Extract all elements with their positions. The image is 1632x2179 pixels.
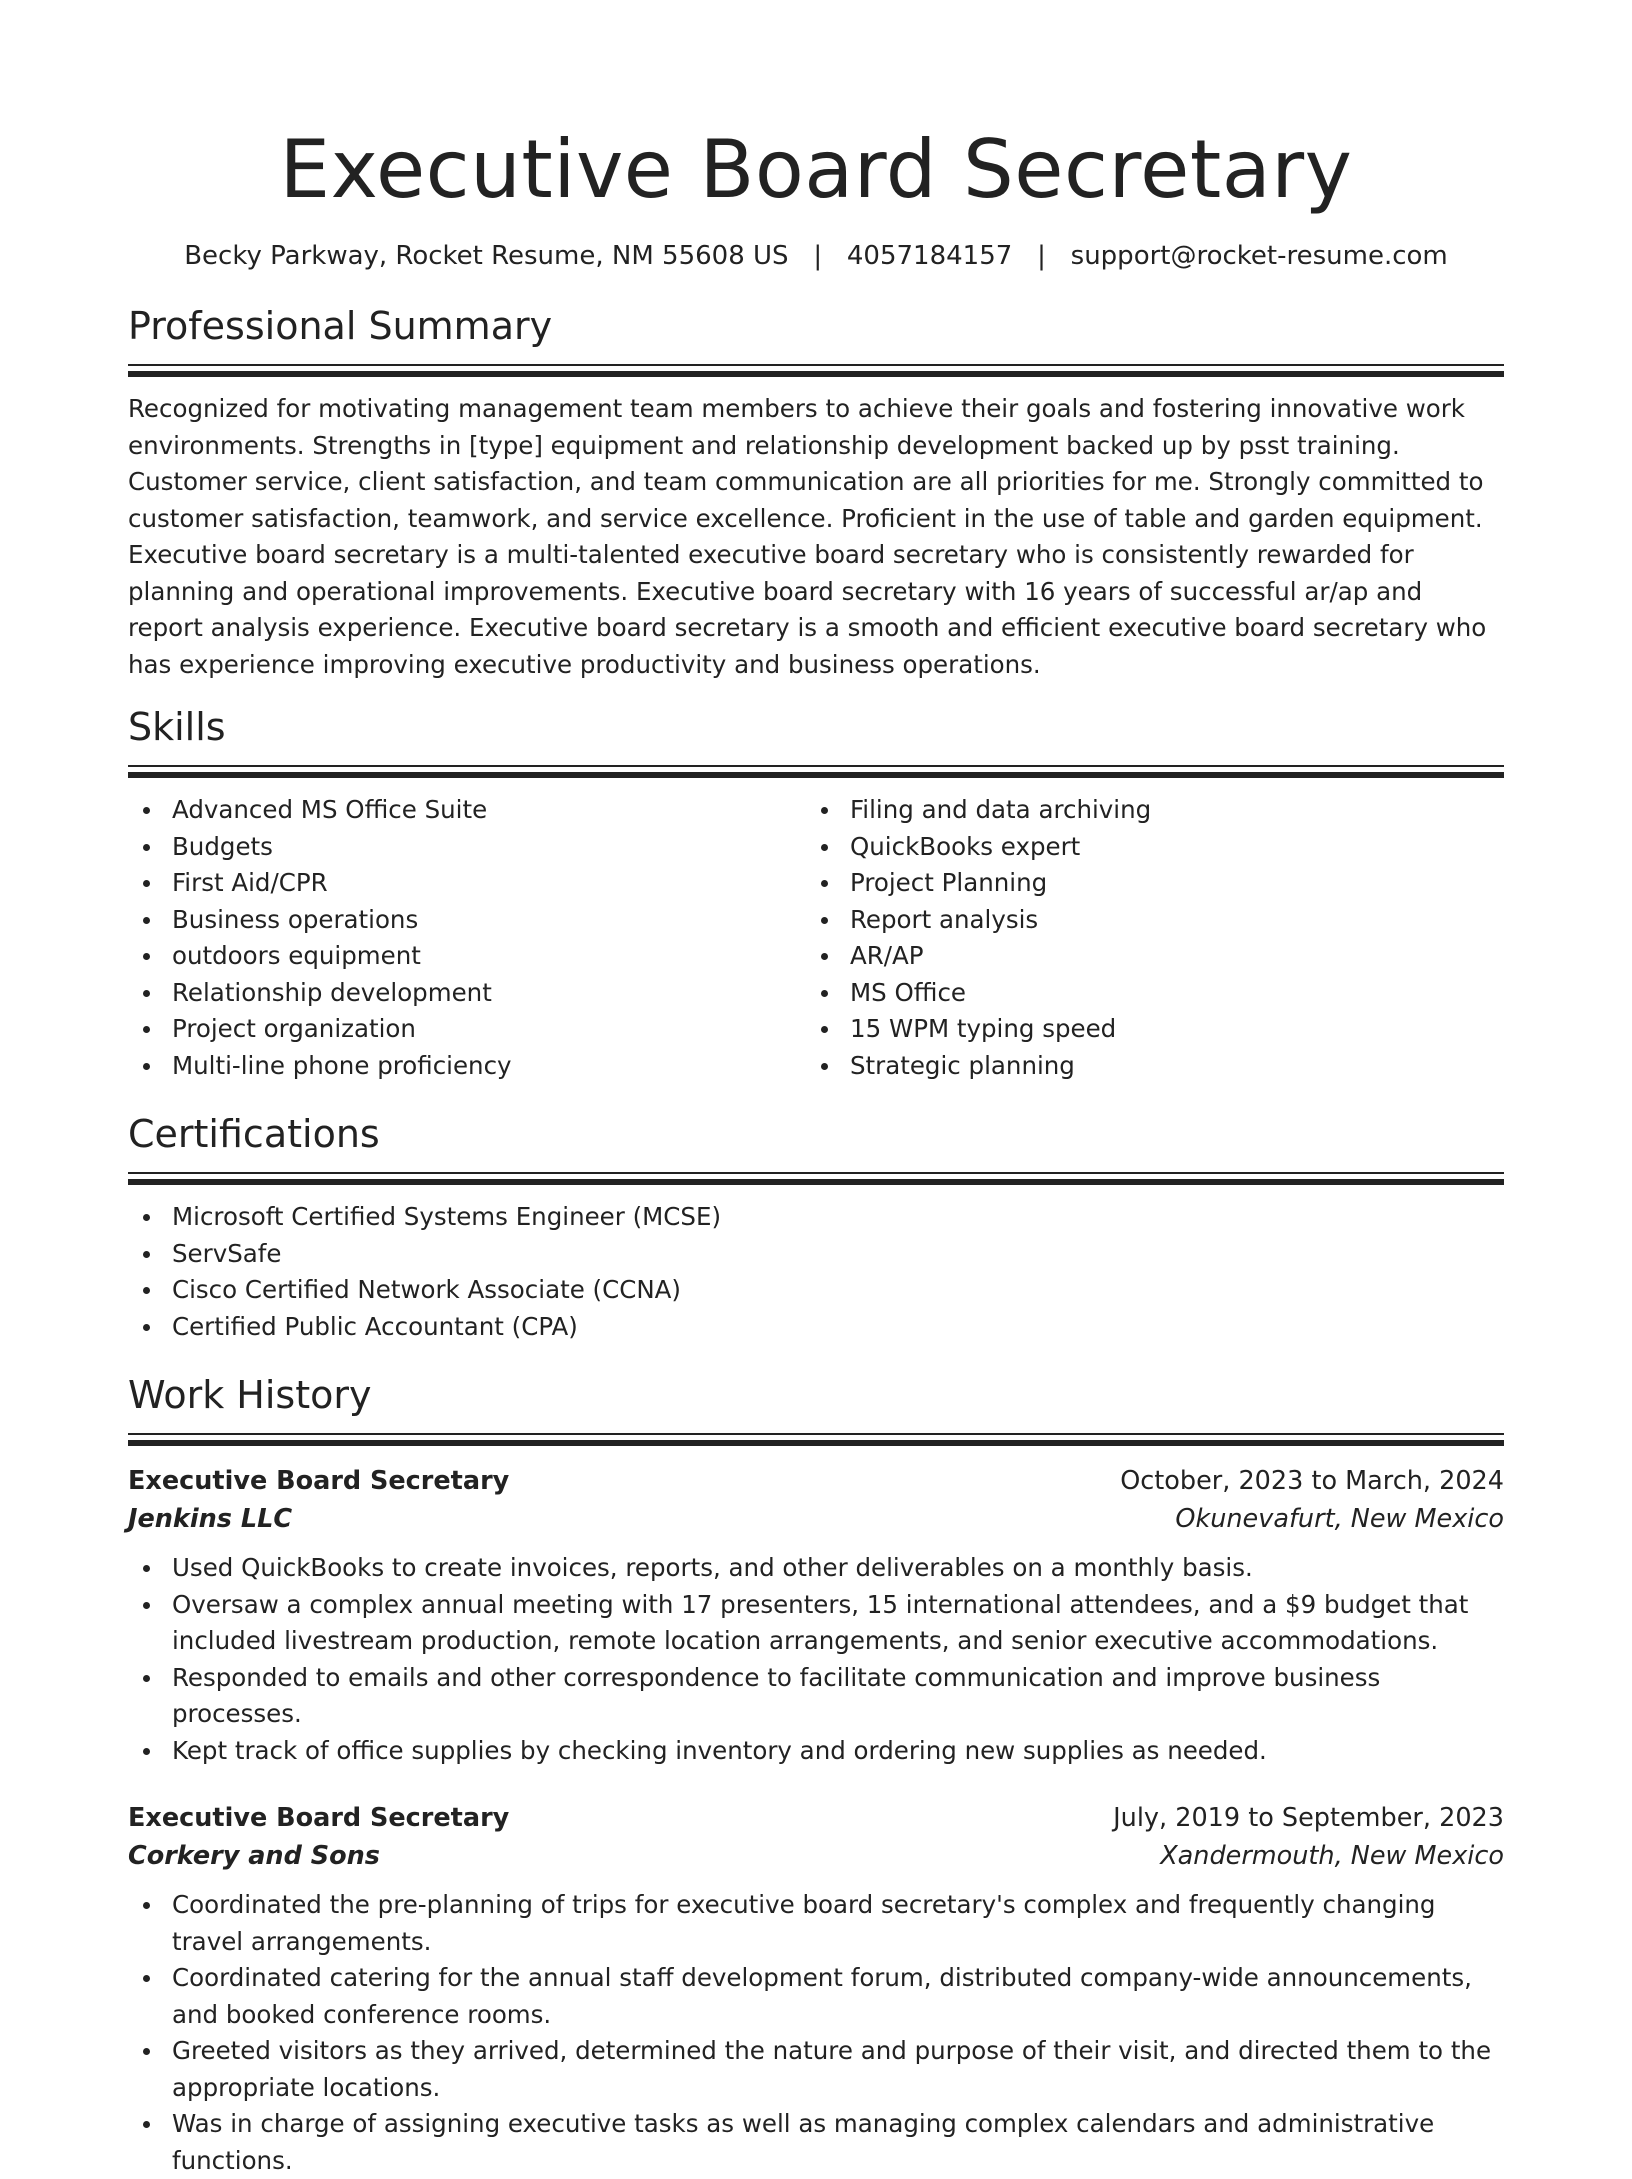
job-bullet: Used QuickBooks to create invoices, reports, and other deliverables on a monthly basis. (128, 1550, 1504, 1587)
skill-item: Report analysis (806, 902, 1484, 939)
section-divider (128, 765, 1504, 778)
certification-item: Microsoft Certified Systems Engineer (MCSE) (128, 1199, 1504, 1236)
skills-list (128, 792, 1504, 1084)
job-bullet: Coordinated catering for the annual staff development forum, distributed company-wide announcements, and booked conference rooms. (128, 1960, 1504, 2033)
job-title: Executive Board Secretary (128, 1803, 510, 1833)
job-title: Executive Board Secretary (128, 1466, 510, 1496)
section-divider (128, 364, 1504, 377)
certification-item: Cisco Certified Network Associate (CCNA) (128, 1272, 1504, 1309)
job-bullet: Was in charge of assigning executive tasks as well as managing complex calendars and administrative functions. (128, 2106, 1504, 2179)
summary-text: Recognized for motivating management team members to achieve their goals and fostering innovative work environments. Strengths in [type] equipment and relationship development backed up by psst training. Customer service, client satisfaction, and team communication are all priorities for me. Strongly committed to customer satisfaction, teamwork, and service excellence. Proficient in the use of table and garden equipment. Executive board secretary is a multi-talented executive board secretary who is consistently rewarded for planning and operational improvements. Executive board secretary with 16 years of successful ar/ap and report analysis experience. Executive board secretary is a smooth and efficient executive board secretary who has experience improving executive productivity and business operations. (128, 394, 1487, 679)
resume-title: Executive Board Secretary (279, 123, 1353, 216)
skill-item: MS Office (806, 975, 1484, 1012)
skill-item: Business operations (128, 902, 806, 939)
section-divider (128, 1433, 1504, 1446)
job-responsibilities (128, 1887, 1504, 2179)
skill-item: Strategic planning (806, 1048, 1484, 1085)
certifications-list (128, 1199, 1504, 1345)
skill-item: First Aid/CPR (128, 865, 806, 902)
skill-item: Budgets (128, 829, 806, 866)
skill-item: Filing and data archiving (806, 792, 1484, 829)
job-company: Jenkins LLC (128, 1504, 293, 1534)
contact-line: Becky Parkway, Rocket Resume, NM 55608 US | 4057184157 | support@rocket-resume.com (184, 241, 1448, 271)
certifications-heading: Certifications (128, 1112, 380, 1156)
skill-item: Project organization (128, 1011, 806, 1048)
skill-item: 15 WPM typing speed (806, 1011, 1484, 1048)
job-bullet: Oversaw a complex annual meeting with 17 presenters, 15 international attendees, and a $9 budget that included livestream production, remote location arrangements, and senior executive accommodations. (128, 1587, 1504, 1660)
skill-item: QuickBooks expert (806, 829, 1484, 866)
job-location: Xandermouth, New Mexico (1160, 1841, 1504, 1871)
skill-item: Advanced MS Office Suite (128, 792, 806, 829)
summary-heading: Professional Summary (128, 304, 553, 348)
job-responsibilities (128, 1550, 1504, 1769)
job-entry (128, 1462, 1504, 1769)
skill-item: outdoors equipment (128, 938, 806, 975)
job-bullet: Responded to emails and other correspondence to facilitate communication and improve business processes. (128, 1660, 1504, 1733)
skill-item: Relationship development (128, 975, 806, 1012)
resume-page (128, 0, 1504, 2179)
certification-item: Certified Public Accountant (CPA) (128, 1309, 1504, 1346)
skill-item: AR/AP (806, 938, 1484, 975)
job-company: Corkery and Sons (128, 1841, 380, 1871)
skills-column-right (806, 792, 1484, 1084)
job-bullet: Coordinated the pre-planning of trips for executive board secretary's complex and frequently changing travel arrangements. (128, 1887, 1504, 1960)
job-bullet: Kept track of office supplies by checking inventory and ordering new supplies as needed. (128, 1733, 1504, 1770)
skills-heading: Skills (128, 705, 226, 749)
job-dates: October, 2023 to March, 2024 (1120, 1466, 1504, 1496)
job-bullet: Greeted visitors as they arrived, determined the nature and purpose of their visit, and directed them to the appropriate locations. (128, 2033, 1504, 2106)
job-entry (128, 1799, 1504, 2179)
job-dates: July, 2019 to September, 2023 (1113, 1803, 1504, 1833)
skill-item: Project Planning (806, 865, 1484, 902)
job-location: Okunevafurt, New Mexico (1175, 1504, 1504, 1534)
skills-column-left (128, 792, 806, 1084)
skill-item: Multi-line phone proficiency (128, 1048, 806, 1085)
certification-item: ServSafe (128, 1236, 1504, 1273)
work-history-heading: Work History (128, 1373, 372, 1417)
section-divider (128, 1172, 1504, 1185)
